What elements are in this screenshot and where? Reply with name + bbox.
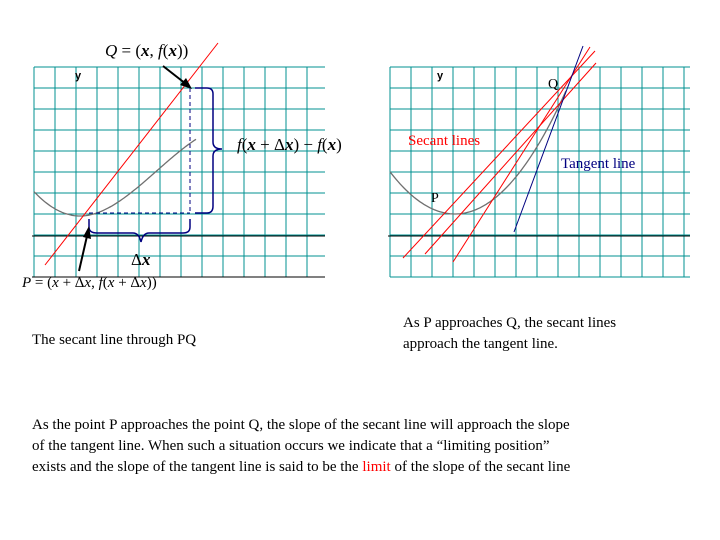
right-q-label: Q bbox=[548, 77, 559, 92]
right-y-axis-label: y bbox=[437, 70, 444, 82]
paragraph-line1: As the point P approaches the point Q, the slope of the secant line will approach the slope bbox=[32, 417, 570, 433]
delta-x-label: Δx bbox=[131, 250, 151, 269]
p-point-label: P = (x + Δx, f(x + Δx)) bbox=[22, 275, 157, 291]
right-caption-line2: approach the tangent line. bbox=[403, 336, 558, 352]
right-caption bbox=[403, 313, 616, 355]
paragraph-line3-start: exists and the slope of the tangent line is said to be the bbox=[32, 459, 363, 475]
tangent-line bbox=[514, 46, 583, 232]
right-grid bbox=[390, 67, 690, 277]
paragraph-line3-end: of the slope of the secant line bbox=[390, 459, 571, 475]
explanation-paragraph bbox=[32, 415, 692, 478]
delta-y-label: f(x + Δx) − f(x) bbox=[237, 135, 342, 154]
tangent-line-label: Tangent line bbox=[561, 156, 636, 172]
right-caption-line1: As P approaches Q, the secant lines bbox=[403, 315, 617, 331]
right-p-label: P bbox=[431, 191, 439, 206]
secant-lines-label: Secant lines bbox=[408, 133, 481, 149]
paragraph-line3 bbox=[32, 457, 692, 478]
q-point-label: Q = (x, f(x)) bbox=[105, 41, 189, 60]
limit-word: limit bbox=[362, 459, 391, 475]
left-y-axis-label: y bbox=[75, 70, 82, 82]
paragraph-line2: of the tangent line. When such a situation occurs we indicate that a “limiting position” bbox=[32, 438, 550, 454]
left-caption: The secant line through PQ bbox=[32, 332, 197, 348]
